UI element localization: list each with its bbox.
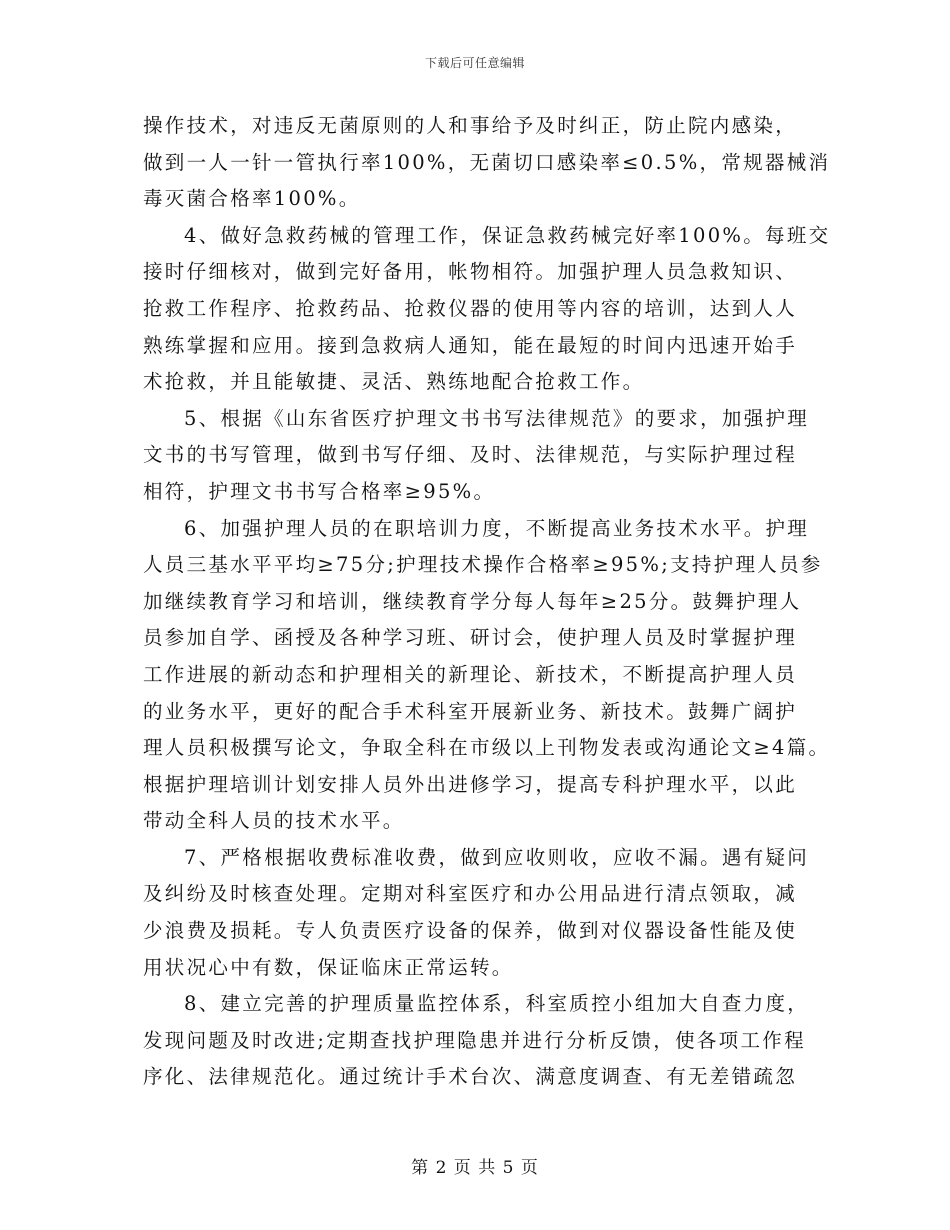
text-line: 5、根据《山东省医疗护理文书书写法律规范》的要求，加强护理 [184,406,810,430]
text-line: 术抢救，并且能敏捷、灵活、熟练地配合抢救工作。 [143,370,645,394]
text-line: 7、严格根据收费标准收费，做到应收则收，应收不漏。遇有疑问 [184,845,810,869]
text-line: 少浪费及损耗。专人负责医疗设备的保养，做到对仪器设备性能及使 [143,919,798,943]
text-line: 带动全科人员的技术水平。 [143,809,405,833]
text-line: 理人员积极撰写论文，争取全科在市级以上刊物发表或沟通论文≥4篇。 [143,736,831,760]
text-line: 熟练掌握和应用。接到急救病人通知，能在最短的时间内迅速开始手 [143,333,798,357]
text-line: 毒灭菌合格率100%。 [143,187,361,211]
text-line: 6、加强护理人员的在职培训力度，不断提高业务技术水平。护理 [184,516,810,540]
text-line: 接时仔细核对，做到完好备用，帐物相符。加强护理人员急救知识、 [143,260,798,284]
page-header: 下载后可任意编辑 [424,56,525,70]
text-line: 抢救工作程序、抢救药品、抢救仪器的使用等内容的培训，达到人人 [143,296,798,320]
text-line: 8、建立完善的护理质量监控体系，科室质控小组加大自查力度， [184,992,810,1016]
text-line: 加继续教育学习和培训，继续教育学分每人每年≥25分。鼓舞护理人 [143,589,802,613]
text-line: 根据护理培训计划安排人员外出进修学习，提高专科护理水平，以此 [143,772,798,796]
text-line: 4、做好急救药械的管理工作，保证急救药械完好率100%。每班交 [184,223,831,247]
page-footer: 第 2 页 共 5 页 [411,1158,539,1178]
text-line: 及纠纷及时核查处理。定期对科室医疗和办公用品进行清点领取，减 [143,882,798,906]
text-line: 做到一人一针一管执行率100%，无菌切口感染率≤0.5%，常规器械消 [143,150,831,174]
text-line: 人员三基水平平均≥75分;护理技术操作合格率≥95%;支持护理人员参 [143,553,823,577]
text-line: 操作技术，对违反无菌原则的人和事给予及时纠正，防止院内感染， [143,114,798,137]
document-body [143,108,831,1096]
text-line: 相符，护理文书书写合格率≥95%。 [143,479,496,503]
text-line: 序化、法律规范化。通过统计手术台次、满意度调查、有无差错疏忽 [143,1065,798,1089]
text-line: 发现问题及时改进;定期查找护理隐患并进行分析反馈，使各项工作程 [143,1028,806,1052]
text-line: 工作进展的新动态和护理相关的新理论、新技术，不断提高护理人员 [143,662,798,686]
text-line: 员参加自学、函授及各种学习班、研讨会，使护理人员及时掌握护理 [143,626,798,650]
text-line: 文书的书写管理，做到书写仔细、及时、法律规范，与实际护理过程 [143,443,798,467]
text-line: 用状况心中有数，保证临床正常运转。 [143,955,514,979]
text-line: 的业务水平，更好的配合手术科室开展新业务、新技术。鼓舞广阔护 [143,699,798,723]
